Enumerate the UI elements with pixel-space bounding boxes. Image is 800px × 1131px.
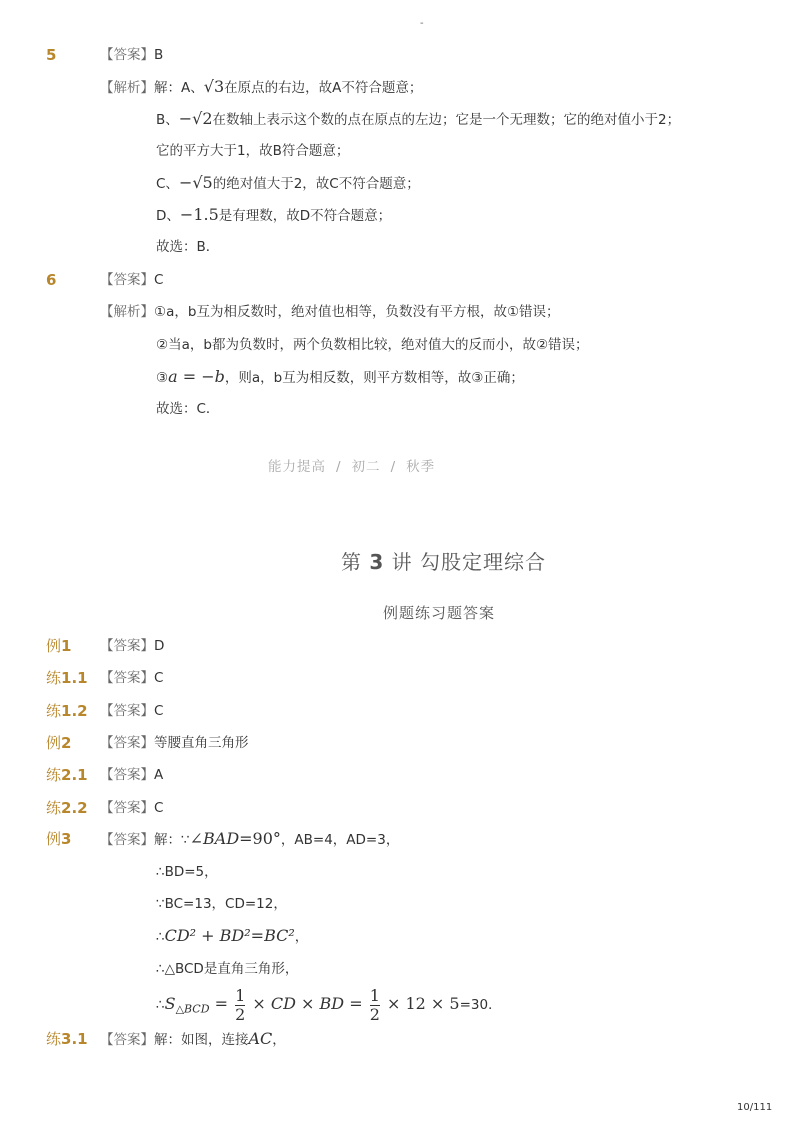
answer-value: C <box>154 703 164 719</box>
text: C、 <box>156 176 179 192</box>
example-label-3-1 <box>46 1029 88 1049</box>
q5-analysis-line-2 <box>156 109 680 130</box>
q6-analysis-line-1 <box>100 302 560 322</box>
fraction-one-half <box>370 987 380 1024</box>
math-subscript: △BCD <box>175 1002 210 1016</box>
q5-analysis-line-5 <box>156 205 391 226</box>
question-number-6: 6 <box>46 271 57 289</box>
text: ①a，b互为相反数时，绝对值也相等，负数没有平方根，故①错误； <box>154 304 560 320</box>
example-label-3 <box>46 829 71 849</box>
q5-analysis-line-1 <box>100 77 422 98</box>
q6-analysis-line-4: 故选：C． <box>156 401 220 417</box>
text: 在原点的右边，故A不符合题意； <box>224 80 423 96</box>
answer-value: C <box>154 272 164 288</box>
q6-analysis-line-2: ②当a，b都为负数时，两个负数相比较，绝对值大的反而小，故②错误； <box>156 337 589 353</box>
answer-value: C <box>154 800 164 816</box>
lecture-subtitle: 例题练习题答案 <box>383 604 496 622</box>
item-kind: 例 <box>46 734 62 752</box>
math-product: × CD × BD = <box>247 994 368 1013</box>
answer-tag: 【答案】 <box>100 703 154 719</box>
breadcrumb-item: 初二 <box>351 459 381 475</box>
q6-analysis-line-3 <box>156 367 524 388</box>
item-number: 2.2 <box>61 799 88 817</box>
answer-tag: 【答案】 <box>100 47 154 63</box>
answer-value: A <box>154 767 164 783</box>
math-90deg: =90° <box>239 829 281 848</box>
answer-tag: 【答案】 <box>100 272 154 288</box>
text: 的绝对值大于2，故C不符合题意； <box>212 176 420 192</box>
answer-tag: 【答案】 <box>100 767 154 783</box>
text: 3.1 <box>61 1030 88 1048</box>
answer-tag: 【答案】 <box>100 1032 154 1048</box>
list-item <box>100 733 249 753</box>
item-kind: 例 <box>46 637 62 655</box>
answer-tag: 【答案】 <box>100 735 154 751</box>
math-neg-sqrt2: −√2 <box>178 109 213 128</box>
text: ，AB=4，AD=3， <box>280 832 400 848</box>
list-item <box>100 668 163 688</box>
analysis-tag: 【解析】 <box>100 80 154 96</box>
math-product-values: × 12 × 5 <box>381 994 460 1013</box>
text: 3 <box>61 830 72 848</box>
answer-value: D <box>154 638 165 654</box>
answer-tag: 【答案】 <box>100 832 154 848</box>
answer-value: C <box>154 670 164 686</box>
lecture-title <box>341 549 546 575</box>
fraction-one-half <box>235 987 245 1024</box>
analysis-tag: 【解析】 <box>100 304 154 320</box>
math-angle-bad: ∠BAD <box>189 829 240 848</box>
breadcrumb-item: 能力提高 <box>268 459 326 475</box>
text: ∴ <box>156 997 165 1013</box>
fraction-denominator: 2 <box>235 1004 246 1024</box>
math-pythagoras: CD² + BD²=BC² <box>164 926 295 945</box>
text: 解：A、 <box>154 80 204 96</box>
item-number: 2 <box>61 734 72 752</box>
math-neg-sqrt5: −√5 <box>178 173 213 192</box>
section-breadcrumb <box>268 457 435 477</box>
text: 第 <box>341 550 362 574</box>
item-label <box>46 765 88 785</box>
answer-tag: 【答案】 <box>100 670 154 686</box>
list-item <box>100 636 164 656</box>
math-a-eq-neg-b: a = −b <box>168 367 225 386</box>
list-item <box>100 765 163 785</box>
page-number: 10/111 <box>737 1102 773 1113</box>
text: 解：如图，连接 <box>154 1032 249 1048</box>
text: 练 <box>46 1030 62 1048</box>
list-item <box>100 701 163 721</box>
item-label <box>46 701 88 721</box>
item-label <box>46 798 88 818</box>
text: ， <box>272 1032 286 1048</box>
item-number: 2.1 <box>61 766 88 784</box>
q5-analysis-line-4 <box>156 173 420 194</box>
breadcrumb-item: 秋季 <box>406 459 436 475</box>
header-dash: - <box>420 18 424 29</box>
text: 例 <box>46 830 62 848</box>
math-sqrt3: √3 <box>203 77 225 96</box>
item-kind: 练 <box>46 799 62 817</box>
answer-tag: 【答案】 <box>100 638 154 654</box>
breadcrumb-separator: / <box>336 459 342 475</box>
ex3-line-5: ∴△BCD是直角三角形， <box>156 961 299 977</box>
answer-value: 等腰直角三角形 <box>154 735 249 751</box>
text: ③ <box>156 370 169 386</box>
text: 是有理数，故D不符合题意； <box>218 208 392 224</box>
item-kind: 练 <box>46 702 62 720</box>
math-ac: AC <box>248 1029 273 1048</box>
text: B、 <box>156 112 179 128</box>
item-number: 1.1 <box>61 669 88 687</box>
math-eq: = <box>209 994 234 1013</box>
ex3-line-4 <box>156 926 308 947</box>
question-number-5: 5 <box>46 46 57 64</box>
text: ∴ <box>156 929 165 945</box>
item-label <box>46 636 71 656</box>
ex3-line-2: ∴BD=5， <box>156 864 218 880</box>
text: 讲 勾股定理综合 <box>391 550 546 574</box>
q5-analysis-line-6: 故选：B． <box>156 239 220 255</box>
ex3-line-3: ∵BC=13，CD=12， <box>156 896 287 912</box>
text: 在数轴上表示这个数的点在原点的左边；它是一个无理数；它的绝对值小于2； <box>212 112 681 128</box>
item-kind: 练 <box>46 669 62 687</box>
text: 解：∵ <box>154 832 190 848</box>
text: D、 <box>156 208 180 224</box>
fraction-numerator: 1 <box>235 985 246 1005</box>
q5-answer <box>100 45 163 65</box>
text: ， <box>294 929 309 945</box>
text: =30． <box>459 997 502 1013</box>
answer-tag: 【答案】 <box>100 800 154 816</box>
q5-analysis-line-3: 它的平方大于1，故B符合题意； <box>156 143 350 159</box>
fraction-denominator: 2 <box>369 1004 380 1024</box>
item-label <box>46 733 71 753</box>
fraction-numerator: 1 <box>369 985 380 1005</box>
answer-value: B <box>154 47 164 63</box>
math-neg-1-5: −1.5 <box>179 205 219 224</box>
item-number: 1 <box>61 637 72 655</box>
item-kind: 练 <box>46 766 62 784</box>
lecture-number: 3 <box>369 550 385 574</box>
text: ，则a，b互为相反数，则平方数相等，故③正确； <box>224 370 524 386</box>
q6-answer <box>100 270 163 290</box>
ex31-line-1 <box>100 1029 286 1050</box>
math-s: S <box>164 994 176 1013</box>
ex3-line-1 <box>100 829 399 850</box>
item-label <box>46 668 88 688</box>
item-number: 1.2 <box>61 702 88 720</box>
breadcrumb-separator: / <box>390 459 397 475</box>
list-item <box>100 798 163 818</box>
ex3-line-6 <box>156 985 502 1029</box>
